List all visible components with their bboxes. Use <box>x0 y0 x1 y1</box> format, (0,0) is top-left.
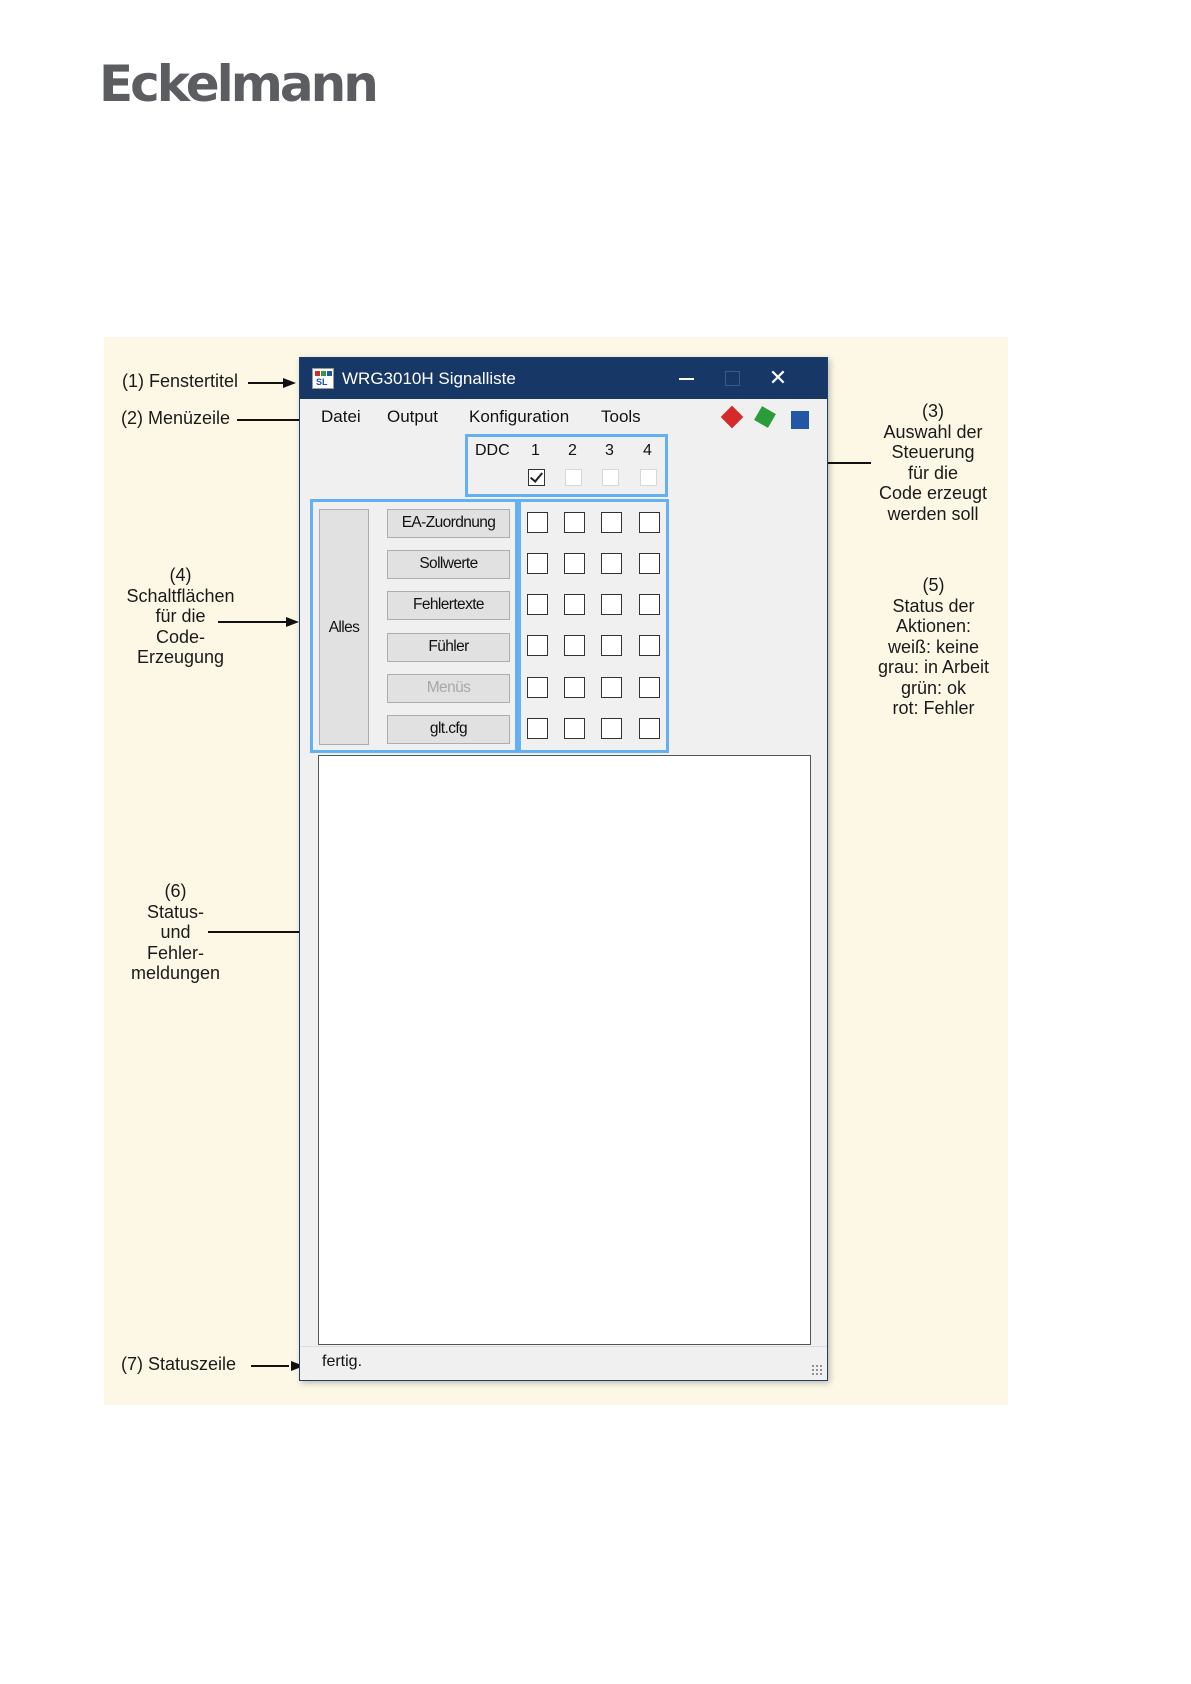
arrow-line <box>251 1365 289 1367</box>
menu-datei[interactable]: Datei <box>321 407 361 426</box>
status-box-r1-c4 <box>639 512 660 533</box>
menu-output[interactable]: Output <box>387 407 439 426</box>
status-box-r6-c2 <box>564 718 585 739</box>
eckelmann-logo: Eckelmann <box>99 55 376 113</box>
close-button[interactable] <box>755 358 801 399</box>
ddc-checkbox-4[interactable] <box>640 469 657 486</box>
minimize-icon <box>679 378 694 380</box>
ddc-number: 1 <box>531 442 540 459</box>
status-box-r2-c2 <box>564 553 585 574</box>
status-box-r4-c1 <box>527 635 548 656</box>
status-box-r5-c4 <box>639 677 660 698</box>
arrow-head <box>286 617 299 627</box>
ddc-selection-box <box>465 434 668 497</box>
status-box-r1-c2 <box>564 512 585 533</box>
app-icon: SL <box>312 368 334 389</box>
callout-window-title: (1) Fenstertitel <box>122 371 239 391</box>
ddc-number: 3 <box>605 442 614 459</box>
arrow-line <box>237 419 300 421</box>
status-box-r1-c3 <box>601 512 622 533</box>
window-title: WRG3010H Signalliste <box>342 369 516 388</box>
callout-messages: (6) Status- und Fehler- meldungen <box>130 881 221 983</box>
ddc-number: 2 <box>568 442 577 459</box>
callout-code-buttons: (4) Schaltflächen für die Code- Erzeugung <box>126 565 235 667</box>
maximize-button <box>709 358 755 399</box>
status-box-r2-c4 <box>639 553 660 574</box>
status-box-r4-c3 <box>601 635 622 656</box>
action-status-box <box>518 499 669 753</box>
message-log[interactable] <box>318 755 811 1345</box>
sollwerte-button[interactable]: Sollwerte <box>387 550 510 579</box>
arrow-head <box>283 378 296 388</box>
ddc-number: 4 <box>643 442 652 459</box>
status-box-r3-c3 <box>601 594 622 615</box>
minimize-button[interactable] <box>663 358 709 399</box>
status-box-r5-c1 <box>527 677 548 698</box>
status-text: fertig. <box>322 1353 363 1370</box>
alles-button[interactable]: Alles <box>319 509 369 745</box>
status-box-r6-c4 <box>639 718 660 739</box>
status-box-r2-c1 <box>527 553 548 574</box>
menu-bar <box>300 399 827 431</box>
status-box-r6-c1 <box>527 718 548 739</box>
ddc-label: DDC <box>475 442 510 459</box>
menues-button: Menüs <box>387 674 510 703</box>
menu-tools[interactable]: Tools <box>601 407 641 426</box>
code-buttons-box <box>310 499 518 753</box>
glt-cfg-button[interactable]: glt.cfg <box>387 715 510 744</box>
maximize-icon <box>725 371 740 386</box>
status-box-r4-c2 <box>564 635 585 656</box>
green-diamond-icon[interactable] <box>752 404 778 430</box>
blue-square-icon[interactable] <box>785 404 811 430</box>
resize-grip-icon[interactable] <box>811 1364 823 1376</box>
arrow-line <box>218 621 288 623</box>
ea-zuordnung-button[interactable]: EA-Zuordnung <box>387 509 510 538</box>
status-box-r5-c2 <box>564 677 585 698</box>
ddc-checkbox-3[interactable] <box>602 469 619 486</box>
application-window <box>299 357 828 1381</box>
status-box-r2-c3 <box>601 553 622 574</box>
status-box-r1-c1 <box>527 512 548 533</box>
status-box-r5-c3 <box>601 677 622 698</box>
status-box-r3-c1 <box>527 594 548 615</box>
fuehler-button[interactable]: Fühler <box>387 633 510 662</box>
ddc-checkbox-2[interactable] <box>565 469 582 486</box>
title-bar <box>300 358 827 399</box>
red-diamond-icon[interactable] <box>719 404 745 430</box>
arrow-line <box>248 382 286 384</box>
fehlertexte-button[interactable]: Fehlertexte <box>387 591 510 620</box>
close-icon: ✕ <box>768 366 788 391</box>
callout-ddc-selection: (3) Auswahl der Steuerung für die Code erzeugt werden soll <box>878 401 988 524</box>
menu-konfiguration[interactable]: Konfiguration <box>469 407 570 426</box>
status-box-r6-c3 <box>601 718 622 739</box>
status-box-r3-c2 <box>564 594 585 615</box>
callout-status-bar: (7) Statuszeile <box>121 1354 237 1374</box>
callout-action-status: (5) Status der Aktionen: weiß: keine grau: in Arbeit grün: ok rot: Fehler <box>877 575 990 718</box>
status-bar <box>300 1346 827 1380</box>
ddc-checkbox-1[interactable] <box>528 469 545 486</box>
callout-menu-bar: (2) Menüzeile <box>121 408 231 428</box>
status-box-r4-c4 <box>639 635 660 656</box>
status-box-r3-c4 <box>639 594 660 615</box>
